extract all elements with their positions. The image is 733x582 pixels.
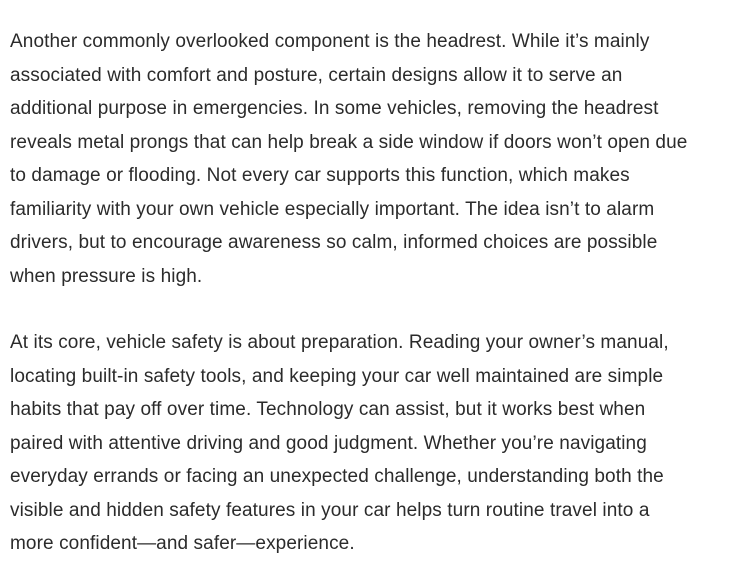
paragraph-line: reveals metal prongs that can help break a side window if doors won’t open due bbox=[10, 131, 688, 153]
paragraph-line: when pressure is high. bbox=[10, 265, 203, 287]
paragraph-line: paired with attentive driving and good judgment. Whether you’re navigating bbox=[10, 432, 647, 454]
paragraph-line: more confident—and safer—experience. bbox=[10, 533, 355, 554]
paragraph-line: Another commonly overlooked component is the headrest. While it’s mainly bbox=[10, 31, 650, 52]
paragraph-line: visible and hidden safety features in your car helps turn routine travel into a bbox=[10, 499, 650, 521]
paragraph-line: additional purpose in emergencies. In some vehicles, removing the headrest bbox=[10, 98, 659, 119]
paragraph-line: familiarity with your own vehicle especially important. The idea isn’t to alarm bbox=[10, 198, 655, 220]
paragraph-line: drivers, but to encourage awareness so calm, informed choices are possible bbox=[10, 232, 658, 253]
paragraph-line: associated with comfort and posture, certain designs allow it to serve an bbox=[10, 64, 623, 86]
paragraph-line: At its core, vehicle safety is about preparation. Reading your owner’s manual, bbox=[10, 332, 669, 353]
paragraph-preparation bbox=[10, 326, 733, 561]
paragraph-headrest bbox=[10, 25, 733, 293]
paragraph-line: everyday errands or facing an unexpected challenge, understanding both the bbox=[10, 466, 664, 487]
paragraph-line: locating built-in safety tools, and keeping your car well maintained are simple bbox=[10, 365, 664, 387]
paragraph-line: habits that pay off over time. Technology can assist, but it works best when bbox=[10, 399, 646, 420]
paragraph-line: to damage or flooding. Not every car supports this function, which makes bbox=[10, 165, 630, 186]
